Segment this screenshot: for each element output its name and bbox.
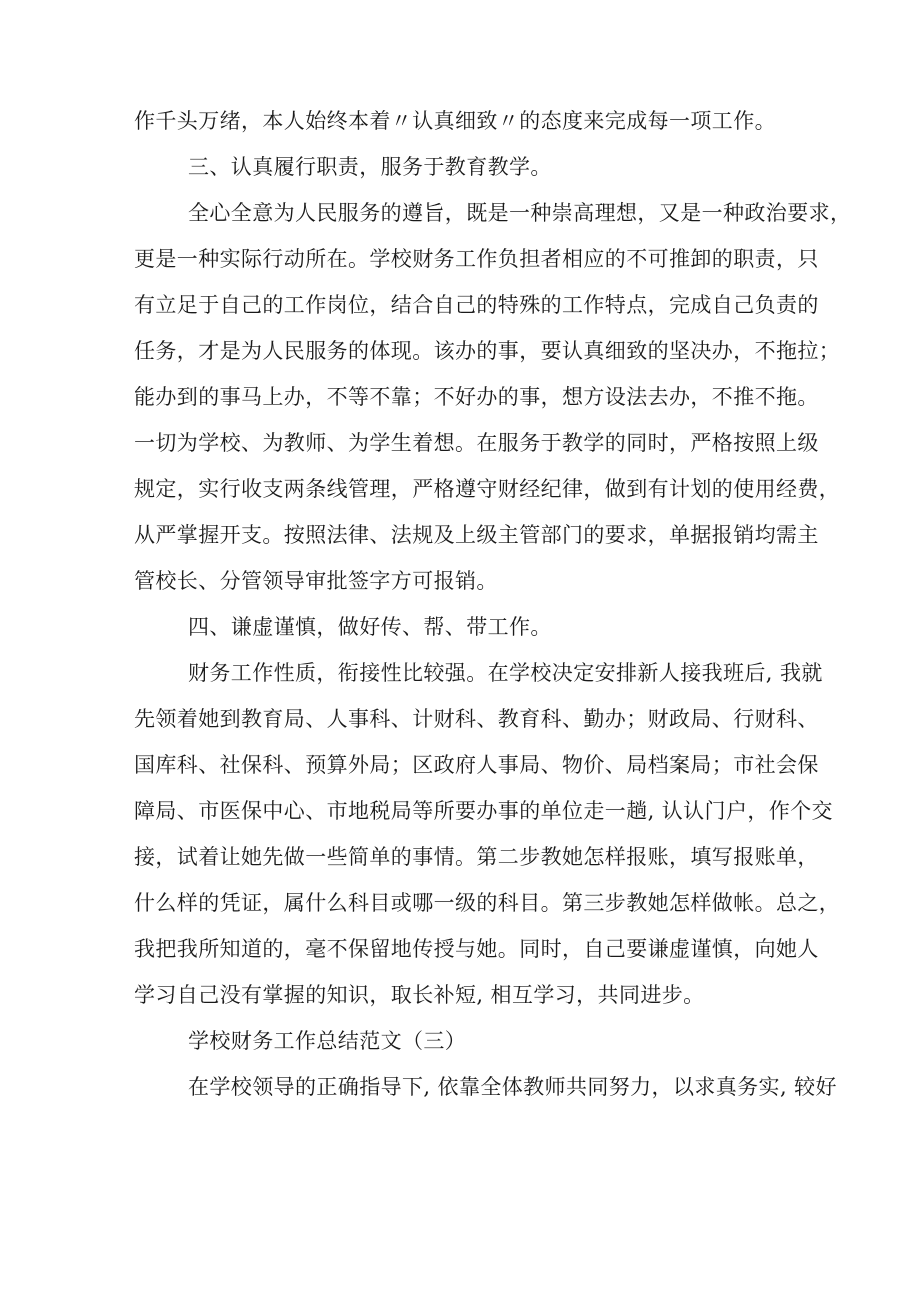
text-line-16: 障局、市医保中心、市地税局等所要办事的单位走一趟, 认认门户，作个交 <box>134 799 833 823</box>
text-line-7: 能办到的事马上办，不等不靠；不好办的事，想方设法去办，不推不拖。 <box>134 385 819 409</box>
text-line-6: 任务，才是为人民服务的体现。该办的事，要认真细致的坚决办，不拖拉； <box>134 339 841 363</box>
text-line-9: 规定，实行收支两条线管理，严格遵守财经纪律，做到有计划的使用经费， <box>134 477 841 501</box>
text-line-11: 管校长、分管领导审批签字方可报销。 <box>134 569 498 593</box>
text-line-13: 财务工作性质，衔接性比较强。在学校决定安排新人接我班后, 我就 <box>188 661 823 685</box>
text-line-17: 接，试着让她先做一些简单的事情。第二步教她怎样报账，填写报账单， <box>134 845 819 869</box>
section-heading-4: 四、谦虚谨慎，做好传、帮、带工作。 <box>188 615 552 639</box>
text-line-19: 我把我所知道的，毫不保留地传授与她。同时，自己要谦虚谨慎，向她人 <box>134 937 819 961</box>
text-line-4: 更是一种实际行动所在。学校财务工作负担者相应的不可推卸的职责，只 <box>134 247 819 271</box>
document-subtitle: 学校财务工作总结范文（三） <box>188 1029 467 1053</box>
section-heading-3: 三、认真履行职责，服务于教育教学。 <box>188 155 552 179</box>
text-line-22: 在学校领导的正确指导下, 依靠全体教师共同努力，以求真务实, 较好 <box>188 1075 837 1099</box>
document-body <box>134 98 852 1110</box>
text-line-18: 什么样的凭证，属什么科目或哪一级的科目。第三步教她怎样做帐。总之， <box>134 891 841 915</box>
text-line-1: 作千头万绪，本人始终本着〃认真细致〃的态度来完成每一项工作。 <box>134 109 776 133</box>
text-line-14: 先领着她到教育局、人事科、计财科、教育科、勤办；财政局、行财科、 <box>134 707 819 731</box>
text-line-20: 学习自己没有掌握的知识，取长补短, 相互学习，共同进步。 <box>134 983 705 1007</box>
text-line-15: 国库科、社保科、预算外局；区政府人事局、物价、局档案局；市社会保 <box>134 753 819 777</box>
text-line-10: 从严掌握开支。按照法律、法规及上级主管部门的要求，单据报销均需主 <box>134 523 819 547</box>
text-line-5: 有立足于自己的工作岗位，结合自己的特殊的工作特点，完成自己负责的 <box>134 293 819 317</box>
text-line-8: 一切为学校、为教师、为学生着想。在服务于教学的同时，严格按照上级 <box>134 431 819 455</box>
text-line-3: 全心全意为人民服务的遵旨，既是一种崇高理想，又是一种政治要求， <box>188 201 852 225</box>
